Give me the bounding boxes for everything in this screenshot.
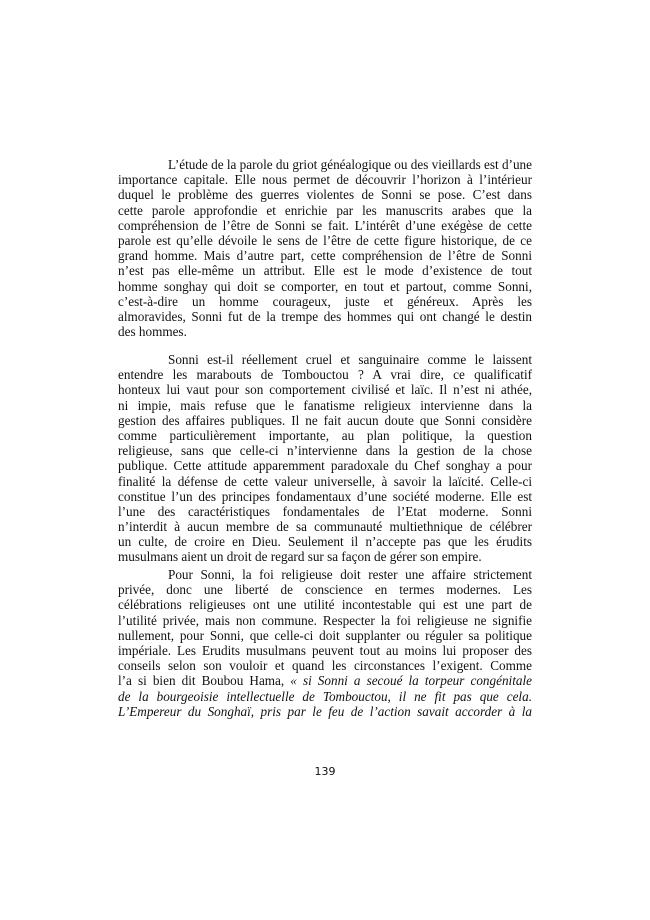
text-line: n’interdit à aucun membre de sa communauté multiethnique de célébrer — [118, 519, 532, 535]
text-line: grand homme. Mais d’autre part, cette compréhension de l’être de Sonni — [118, 248, 532, 264]
text-line: Sonni est-il réellement cruel et sanguinaire comme le laissent — [168, 352, 532, 367]
text-line: duquel le problème des guerres violentes de Sonni se pose. C’est dans — [118, 187, 532, 203]
text-line: nullement, pour Sonni, que celle-ci doit supplanter ou réguler sa politique — [118, 627, 532, 643]
text-line: almoravides, Sonni fut de la trempe des hommes qui ont changé le destin — [118, 308, 532, 324]
text-line — [118, 673, 532, 688]
text-line: gestion des affaires publiques. Il ne fait aucun doute que Sonni considère — [118, 412, 532, 428]
text-line: constitue l’un des principes fondamentaux d’une société moderne. Elle est — [118, 488, 532, 504]
text-line: des hommes. — [118, 324, 187, 340]
text-line: compréhension de l’être de Sonni se fait. L’intérêt d’une exégèse de cette — [118, 217, 532, 233]
text-line: religieuse, sans que celle-ci n’intervienne dans la gestion de la chose — [118, 443, 532, 459]
text-line: honteux lui vaut pour son comportement civilisé et laïc. Il n’est ni athée, — [118, 382, 532, 398]
text-line: un culte, de croire en Dieu. Seulement il n’accepte pas que les érudits — [118, 534, 532, 550]
quote-line: L’Empereur du Songhaï, pris par le feu de l’action savait accorder à la — [118, 703, 532, 719]
text-line: n’est pas elle-même un attribut. Elle est le mode d’existence de tout — [118, 263, 532, 279]
text-line: ni impie, mais refuse que le fanatisme religieux intervienne dans la — [118, 397, 532, 413]
text-line: musulmans aient un droit de regard sur sa façon de gérer son empire. — [118, 549, 482, 565]
text-line: homme songhay qui doit se comporter, en tout et partout, comme Sonni, — [118, 278, 532, 294]
paragraph-3 — [118, 567, 532, 719]
text-line: importance capitale. Elle nous permet de découvrir l’horizon à l’intérieur — [118, 172, 532, 188]
text-line: cette parole approfondie et enrichie par les manuscrits arabes que la — [118, 202, 532, 218]
text-line: parole est qu’elle dévoile le sens de l’être de cette figure historique, de ce — [118, 232, 532, 248]
quote-line: de la bourgeoisie intellectuelle de Tombouctou, il ne fit pas que cela. — [118, 688, 532, 704]
text-line: L’étude de la parole du griot généalogique ou des vieillards est d’une — [168, 157, 532, 172]
text-line: entendre les marabouts de Tombouctou ? A vrai dire, ce qualificatif — [118, 367, 532, 383]
quote-italic: « si Sonni a secoué la torpeur congénitale — [290, 673, 532, 689]
text-line: Pour Sonni, la foi religieuse doit rester une affaire strictement — [168, 567, 532, 582]
paragraph-2 — [118, 352, 532, 565]
page-number: 139 — [314, 765, 336, 778]
text-line: impériale. Les Erudits musulmans peuvent tout au moins lui proposer des — [118, 642, 532, 658]
paragraph-1 — [118, 157, 532, 339]
text-line: l’utilité privée, mais non commune. Respecter la foi religieuse ne signifie — [118, 612, 532, 628]
text-line: publique. Cette attitude apparemment paradoxale du Chef songhay a pour — [118, 458, 532, 474]
text-line: conseils selon son vouloir et quand les circonstances l’exigent. Comme — [118, 658, 532, 674]
text-line: finalité la défense de cette valeur universelle, à savoir la laïcité. Celle-ci — [118, 473, 532, 489]
text-line: privée, donc une liberté de conscience en termes modernes. Les — [118, 582, 532, 598]
text-line: célébrations religieuses ont une utilité incontestable qui est une part de — [118, 597, 532, 613]
text-line: c’est-à-dire un homme courageux, juste et généreux. Après les — [118, 293, 532, 309]
text-span: l’a si bien dit Boubou Hama, — [118, 673, 291, 689]
text-line: l’une des caractéristiques fondamentales de l’Etat moderne. Sonni — [118, 503, 532, 519]
text-line: comme particulièrement importante, au plan politique, la question — [118, 427, 532, 443]
